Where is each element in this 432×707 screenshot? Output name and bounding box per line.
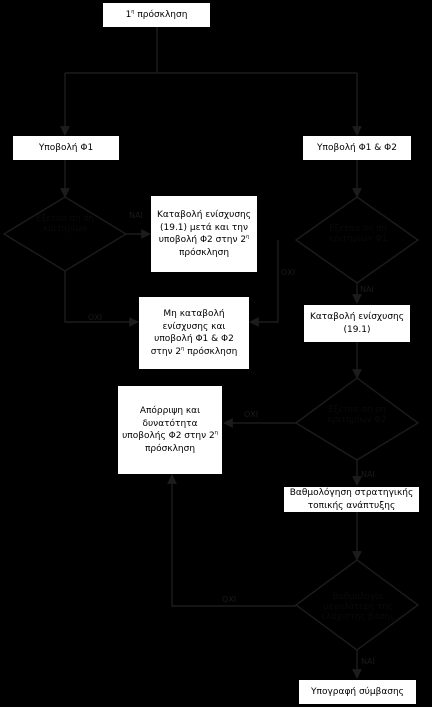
submit-f1f2-text: Υποβολή Φ1 & Φ2 (317, 142, 397, 153)
contract-node (299, 680, 416, 704)
submit-f1-text: Υποβολή Φ1 (38, 142, 94, 153)
scoring-text: Βαθμολόγηση στρατηγικής τοπικής ανάπτυξης (289, 488, 414, 511)
label-yes-left: ΝΑΙ (129, 211, 143, 220)
decision-left-shape (4, 197, 126, 271)
no-payment-node (139, 297, 249, 369)
label-yes-score: ΝΑΙ (361, 657, 375, 666)
submit-f1f2-node (303, 136, 411, 160)
start-node (103, 3, 210, 27)
scoring-node (284, 487, 419, 512)
decision-right-f1-text: Εξέτασ ση ση κριτηρίων Φ1 (328, 224, 388, 244)
label-no-left: ΟΧΙ (88, 313, 103, 322)
payment-text: Καταβολή ενίσχυσης (19.1) (309, 312, 405, 335)
payment-node (304, 305, 410, 342)
decision-left-text: Εξέτασ ση ση κριτηρίων (36, 214, 94, 234)
submit-f1-node (13, 136, 119, 160)
no-payment-text: Μη καταβολή ενίσχυσης και υποβολή Φ1 & Φ2 στην $2^\eta$ πρόσκληση (150, 309, 238, 357)
edge-score-no (172, 475, 296, 606)
reject-text: Απόρριψη και δυνατότητα υποβολής Φ2 στην $2^\eta$ πρόσκληση (122, 406, 218, 454)
label-yes-right: ΝΑΙ (360, 285, 374, 294)
label-no-right: ΟΧΙ (281, 268, 296, 277)
label-no-f2: ΟΧΙ (244, 410, 259, 419)
decision-f2-text: Εξέτασ ση ση κριτηρίων Φ2 (327, 405, 387, 425)
payment-then-f2-node (151, 196, 257, 272)
label-no-score: ΟΧΙ (222, 595, 237, 604)
payment-then-f2-text: Καταβολή ενίσχυσης (19.1) μετά και την υποβολή Φ2 στην $2^\eta$ πρόσκληση (156, 210, 252, 258)
reject-node (118, 386, 222, 474)
start-text: $1^\eta$ πρόσκληση (125, 8, 188, 20)
label-yes-f2: ΝΑΙ (361, 470, 375, 479)
contract-text: Υπογραφή σύμβασης (311, 686, 404, 697)
decision-score-text: Βαθμολογία μεγαλύτερη της ελάχιστης βάσης (321, 592, 395, 622)
